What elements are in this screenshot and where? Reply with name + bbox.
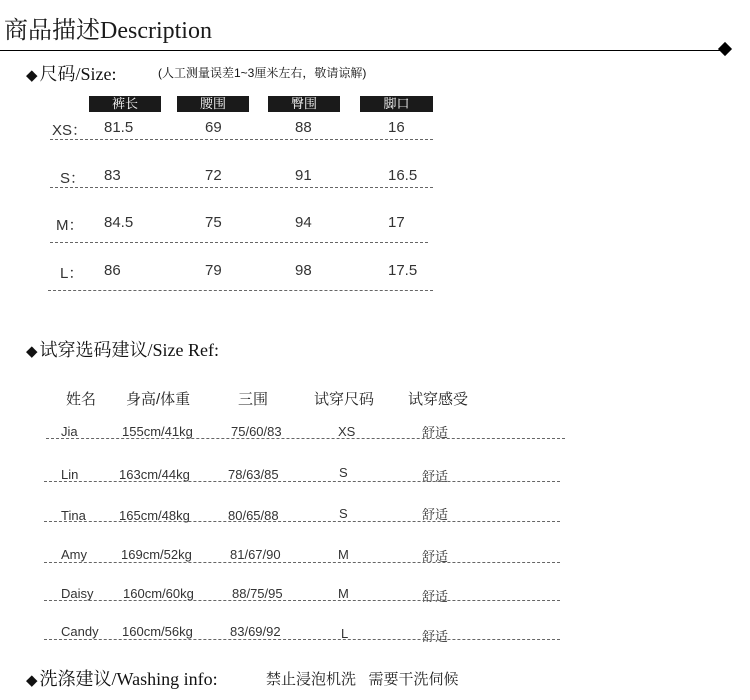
ref-cell-name: Tina: [61, 508, 86, 523]
size-cell: 75: [205, 214, 222, 231]
ref-col-header: 三围: [238, 391, 269, 408]
size-cell: 86: [104, 262, 121, 279]
title-divider: [0, 50, 728, 51]
size-cell: 98: [295, 262, 312, 279]
ref-cell-feel: 舒适: [422, 629, 449, 644]
ref-cell-size: XS: [338, 424, 356, 439]
size-cell: 17: [388, 214, 405, 231]
size-cell: 91: [295, 167, 312, 184]
size-col-header: 裤长: [89, 96, 161, 112]
ref-col-header: 身高/体重: [126, 391, 191, 408]
ref-cell-name: Daisy: [61, 586, 94, 601]
size-cell: 88: [295, 119, 312, 136]
dashed-divider: [44, 562, 560, 563]
page-title: 商品描述Description: [4, 18, 212, 44]
ref-cell-feel: 舒适: [422, 469, 449, 484]
dashed-divider: [50, 187, 433, 188]
washing-text: 禁止浸泡机洗 需要干洗伺候: [266, 671, 459, 688]
dashed-divider: [50, 242, 428, 243]
size-cell: 83: [104, 167, 121, 184]
ref-cell-name: Lin: [61, 467, 79, 482]
ref-cell-size: M: [338, 547, 349, 562]
size-cell: 16.5: [388, 167, 418, 184]
size-cell: 94: [295, 214, 312, 231]
ref-cell-size: L: [341, 626, 349, 641]
ref-cell-bwh: 75/60/83: [231, 424, 282, 439]
size-cell: 81.5: [104, 119, 134, 136]
size-col-header: 腰围: [177, 96, 249, 112]
ref-cell-hw: 160cm/56kg: [122, 624, 193, 639]
ref-cell-feel: 舒适: [422, 425, 449, 440]
ref-cell-feel: 舒适: [422, 507, 449, 522]
size-row-label: M：: [56, 217, 84, 234]
diamond-bullet-icon: ◆: [26, 671, 38, 689]
size-row-label: L：: [60, 265, 84, 282]
ref-cell-bwh: 80/65/88: [228, 508, 279, 523]
dashed-divider: [44, 639, 560, 640]
size-note: (人工测量误差1~3厘米左右，敬请谅解): [158, 66, 367, 80]
size-heading-text: 尺码/Size:: [39, 64, 117, 84]
size-heading: [26, 60, 117, 86]
size-cell: 69: [205, 119, 222, 136]
ref-cell-name: Jia: [61, 424, 78, 439]
ref-heading: [26, 336, 219, 362]
ref-cell-bwh: 83/69/92: [230, 624, 281, 639]
dashed-divider: [48, 290, 433, 291]
ref-cell-name: Amy: [61, 547, 87, 562]
ref-cell-hw: 169cm/52kg: [121, 547, 192, 562]
diamond-bullet-icon: ◆: [26, 342, 38, 360]
size-col-header: 脚口: [360, 96, 433, 112]
title-diamond-icon: [718, 42, 732, 56]
ref-cell-feel: 舒适: [422, 589, 449, 604]
size-cell: 16: [388, 119, 405, 136]
size-row-label: XS：: [52, 122, 88, 139]
dashed-divider: [46, 438, 565, 439]
size-col-header: 臀围: [268, 96, 340, 112]
size-cell: 17.5: [388, 262, 418, 279]
size-row-label: S：: [60, 170, 86, 187]
dashed-divider: [44, 481, 560, 482]
ref-cell-size: M: [338, 586, 349, 601]
ref-cell-hw: 160cm/60kg: [123, 586, 194, 601]
ref-cell-name: Candy: [61, 624, 99, 639]
washing-heading: [26, 665, 218, 691]
washing-heading-text: 洗涤建议/Washing info:: [39, 669, 218, 689]
size-cell: 79: [205, 262, 222, 279]
diamond-bullet-icon: ◆: [26, 66, 38, 84]
size-cell: 84.5: [104, 214, 134, 231]
dashed-divider: [44, 600, 560, 601]
ref-cell-bwh: 88/75/95: [232, 586, 283, 601]
dashed-divider: [50, 139, 433, 140]
ref-cell-bwh: 81/67/90: [230, 547, 281, 562]
size-cell: 72: [205, 167, 222, 184]
ref-cell-size: S: [339, 506, 348, 521]
ref-col-header: 试穿尺码: [314, 391, 375, 408]
dashed-divider: [44, 521, 560, 522]
ref-cell-size: S: [339, 465, 348, 480]
ref-cell-hw: 163cm/44kg: [119, 467, 190, 482]
ref-cell-hw: 155cm/41kg: [122, 424, 193, 439]
ref-cell-feel: 舒适: [422, 549, 449, 564]
ref-col-header: 姓名: [66, 391, 97, 408]
ref-heading-text: 试穿选码建议/Size Ref:: [39, 340, 220, 360]
ref-col-header: 试穿感受: [408, 391, 469, 408]
ref-cell-bwh: 78/63/85: [228, 467, 279, 482]
ref-cell-hw: 165cm/48kg: [119, 508, 190, 523]
